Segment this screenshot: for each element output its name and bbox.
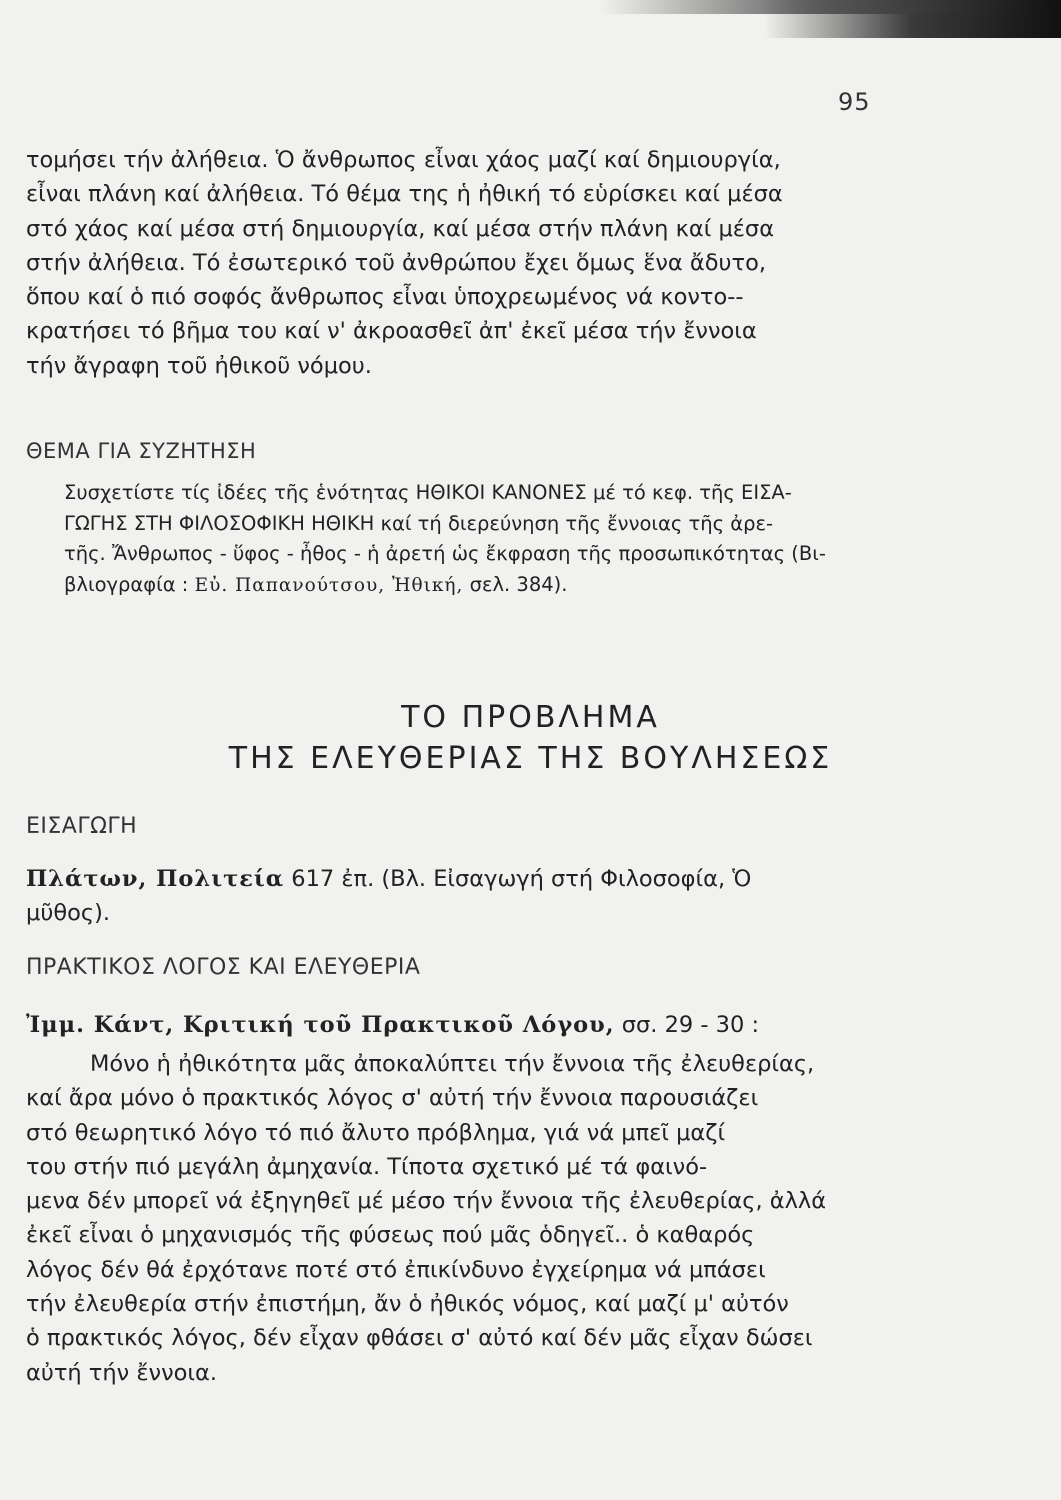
text-line: αὐτή τήν ἔννοια. xyxy=(26,1359,217,1386)
discussion-heading: ΘΕΜΑ ΓΙΑ ΣΥΖΗΤΗΣΗ xyxy=(26,439,257,463)
title-line-2: ΤΗΣ ΕΛΕΥΘΕΡΙΑΣ ΤΗΣ ΒΟΥΛΗΣΕΩΣ xyxy=(228,741,833,776)
text-line: τήν ἐλευθερία στήν ἐπιστήμη, ἄν ὁ ἠθικός νόμος, καί μαζί μ' αὐτόν xyxy=(26,1291,789,1318)
plato-reference-title: Πλάτων, Πολιτεία xyxy=(26,866,285,892)
text-line: Μόνο ἡ ἠθικότητα μᾶς ἀποκαλύπτει τήν ἔννοια τῆς ἐλευθερίας, xyxy=(90,1051,815,1077)
text-line: ὁ πρακτικός λόγος, δέν εἶχαν φθάσει σ' αὐτό καί δέν μᾶς εἶχαν δώσει xyxy=(26,1325,813,1352)
practical-heading: ΠΡΑΚΤΙΚΟΣ ΛΟΓΟΣ ΚΑΙ ΕΛΕΥΘΕΡΙΑ xyxy=(26,955,421,980)
kant-reference-pages: σσ. 29 - 30 : xyxy=(614,1012,760,1038)
text-line: ὅπου καί ὁ πιό σοφός ἄνθρωπος εἶναι ὑποχρεωμένος νά κοντο-- xyxy=(26,284,744,311)
kant-quote xyxy=(26,1047,868,1390)
plato-reference-cont: μῦθος). xyxy=(26,900,111,926)
text-line: εἶναι πλάνη καί ἀλήθεια. Τό θέμα της ἡ ἠθική τό εὑρίσκει καί μέσα xyxy=(26,181,783,208)
title-line-1: ΤΟ ΠΡΟΒΛΗΜΑ xyxy=(401,700,660,735)
text-line: στήν ἀλήθεια. Τό ἐσωτερικό τοῦ ἀνθρώπου ἔχει ὅμως ἕνα ἄδυτο, xyxy=(26,249,766,276)
text-line: λόγος δέν θά ἐρχότανε ποτέ στό ἐπικίνδυνο ἐγχείρημα νά μπάσει xyxy=(26,1256,766,1283)
plato-reference-pages: 617 ἐπ. (Βλ. Εἰσαγωγή στή Φιλοσοφία, Ὁ xyxy=(284,866,752,892)
kant-reference xyxy=(26,1008,868,1042)
bibliography-prefix: βλιογραφία : xyxy=(64,572,195,596)
page-number: 95 xyxy=(838,88,871,116)
bibliography-author: Εὐ. Παπανούτσου, Ἠθική, xyxy=(194,574,464,596)
text-line: στό θεωρητικό λόγο τό πιό ἄλυτο πρόβλημα, γιά νά μπεῖ μαζί xyxy=(26,1119,726,1146)
text-line: καί ἄρα μόνο ὁ πρακτικός λόγος σ' αὐτή τήν ἔννοια παρουσιάζει xyxy=(26,1085,759,1112)
bibliography-suffix: σελ. 384). xyxy=(463,572,568,596)
text-line: Συσχετίστε τίς ἰδέες τῆς ἑνότητας ΗΘΙΚΟΙ ΚΑΝΟΝΕΣ μέ τό κεφ. τῆς ΕΙΣΑ- xyxy=(64,481,792,504)
introduction-heading: ΕΙΣΑΓΩΓΗ xyxy=(26,814,138,839)
plato-reference xyxy=(26,862,868,930)
text-line: του στήν πιό μεγάλη ἀμηχανία. Τίποτα σχετικό μέ τά φαινό- xyxy=(26,1153,708,1180)
kant-reference-title: Ἰμμ. Κάντ, Κριτική τοῦ Πρακτικοῦ Λόγου, xyxy=(26,1012,615,1038)
text-line: ΓΩΓΗΣ ΣΤΗ ΦΙΛΟΣΟΦΙΚΗ ΗΘΙΚΗ καί τή διερεύνηση τῆς ἔννοιας τῆς ἀρε- xyxy=(64,511,774,535)
text-line: τήν ἄγραφη τοῦ ἠθικοῦ νόμου. xyxy=(26,352,372,379)
discussion-text xyxy=(64,478,874,601)
intro-paragraph xyxy=(26,143,868,383)
text-line xyxy=(64,570,874,602)
scan-dark-edge-top xyxy=(600,0,1061,14)
text-line: ἐκεῖ εἶναι ὁ μηχανισμός τῆς φύσεως πού μᾶς ὁδηγεῖ.. ὁ καθαρός xyxy=(26,1222,755,1249)
text-line: κρατήσει τό βῆμα του καί ν' ἀκροασθεῖ ἀπ' ἐκεῖ μέσα τήν ἔννοια xyxy=(26,318,757,345)
text-line: τῆς. Ἄνθρωπος - ὕφος - ἦθος - ἡ ἀρετή ὡς ἔκφραση τῆς προσωπικότητας (Βι- xyxy=(64,542,826,565)
text-line: μενα δέν μπορεῖ νά ἐξηγηθεῖ μέ μέσο τήν ἔννοια τῆς ἐλευθερίας, ἀλλά xyxy=(26,1188,827,1215)
text-line: τομήσει τήν ἀλήθεια. Ὁ ἄνθρωπος εἶναι χάος μαζί καί δημιουργία, xyxy=(26,147,781,173)
text-line: στό χάος καί μέσα στή δημιουργία, καί μέσα στήν πλάνη καί μέσα xyxy=(26,215,775,242)
